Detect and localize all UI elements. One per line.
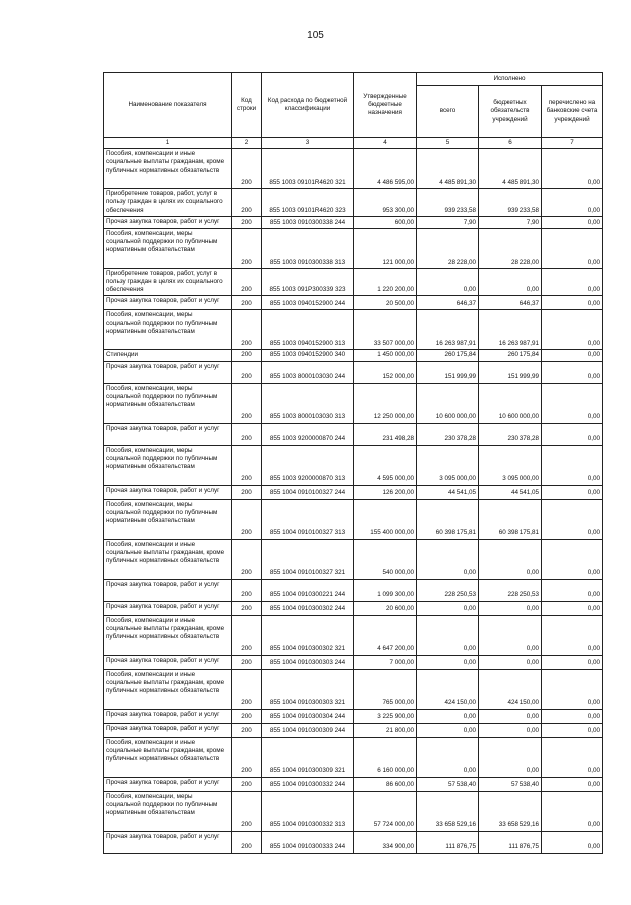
row-bank-transfer: 0,00 xyxy=(542,669,603,709)
row-executed-total: 111 876,75 xyxy=(417,831,479,853)
row-executed-obligations: 3 095 000,00 xyxy=(479,445,542,485)
row-executed-total: 0,00 xyxy=(417,737,479,777)
row-name: Прочая закупка товаров, работ и услуг xyxy=(104,485,232,499)
row-expense-code: 855 1003 9200000870 313 xyxy=(262,445,354,485)
row-bank-transfer: 0,00 xyxy=(542,723,603,737)
row-expense-code: 855 1003 09101R4620 323 xyxy=(262,189,354,217)
row-expense-code: 855 1003 8000103030 244 xyxy=(262,361,354,383)
row-line-code: 200 xyxy=(232,310,262,350)
row-executed-obligations: 0,00 xyxy=(479,709,542,723)
column-number: 3 xyxy=(262,138,354,149)
row-bank-transfer: 0,00 xyxy=(542,831,603,853)
row-bank-transfer: 0,00 xyxy=(542,601,603,615)
row-name: Прочая закупка товаров, работ и услуг xyxy=(104,296,232,310)
row-executed-obligations: 424 150,00 xyxy=(479,669,542,709)
row-approved: 4 486 595,00 xyxy=(354,149,417,189)
row-expense-code: 855 1004 0910300332 244 xyxy=(262,777,354,791)
row-name: Прочая закупка товаров, работ и услуг xyxy=(104,216,232,228)
row-name: Пособия, компенсации и иные социальные выплаты гражданам, кроме публичных нормативных обязательств xyxy=(104,149,232,189)
row-bank-transfer: 0,00 xyxy=(542,615,603,655)
row-approved: 1 450 000,00 xyxy=(354,350,417,361)
row-bank-transfer: 0,00 xyxy=(542,445,603,485)
row-bank-transfer: 0,00 xyxy=(542,296,603,310)
row-line-code: 200 xyxy=(232,350,262,361)
row-executed-obligations: 60 398 175,81 xyxy=(479,499,542,539)
header-line-code: Код строки xyxy=(232,73,262,138)
row-approved: 33 507 000,00 xyxy=(354,310,417,350)
row-name: Пособия, компенсации и иные социальные выплаты гражданам, кроме публичных нормативных обязательств xyxy=(104,737,232,777)
row-executed-obligations: 111 876,75 xyxy=(479,831,542,853)
row-executed-obligations: 0,00 xyxy=(479,268,542,296)
row-expense-code: 855 1004 0910100327 313 xyxy=(262,499,354,539)
table-row xyxy=(104,777,603,791)
row-name: Приобретение товаров, работ, услуг в пользу граждан в целях их социального обеспечения xyxy=(104,268,232,296)
row-name: Приобретение товаров, работ, услуг в пользу граждан в целях их социального обеспечения xyxy=(104,189,232,217)
row-approved: 20 500,00 xyxy=(354,296,417,310)
row-approved: 152 000,00 xyxy=(354,361,417,383)
row-expense-code: 855 1004 0910300303 244 xyxy=(262,655,354,669)
row-line-code: 200 xyxy=(232,149,262,189)
row-executed-obligations: 260 175,84 xyxy=(479,350,542,361)
row-executed-total: 7,90 xyxy=(417,216,479,228)
row-executed-total: 0,00 xyxy=(417,268,479,296)
column-number: 6 xyxy=(479,138,542,149)
row-expense-code: 855 1004 0910300333 244 xyxy=(262,831,354,853)
budget-execution-table xyxy=(103,72,603,854)
row-line-code: 200 xyxy=(232,777,262,791)
row-expense-code: 855 1004 0910300302 321 xyxy=(262,615,354,655)
row-approved: 3 225 900,00 xyxy=(354,709,417,723)
row-expense-code: 855 1004 0910300332 313 xyxy=(262,791,354,831)
row-executed-obligations: 7,90 xyxy=(479,216,542,228)
table-row xyxy=(104,350,603,361)
row-approved: 20 600,00 xyxy=(354,601,417,615)
row-name: Прочая закупка товаров, работ и услуг xyxy=(104,655,232,669)
row-executed-total: 60 398 175,81 xyxy=(417,499,479,539)
row-bank-transfer: 0,00 xyxy=(542,655,603,669)
header-approved: Утвержденные бюджетные назначения xyxy=(354,73,417,138)
row-executed-total: 230 378,28 xyxy=(417,423,479,445)
row-executed-total: 33 658 529,16 xyxy=(417,791,479,831)
row-line-code: 200 xyxy=(232,737,262,777)
row-approved: 600,00 xyxy=(354,216,417,228)
row-bank-transfer: 0,00 xyxy=(542,709,603,723)
header-name: Наименование показателя xyxy=(104,73,232,138)
table-row xyxy=(104,445,603,485)
row-name: Прочая закупка товаров, работ и услуг xyxy=(104,831,232,853)
row-approved: 540 000,00 xyxy=(354,539,417,579)
row-approved: 155 400 000,00 xyxy=(354,499,417,539)
row-executed-obligations: 939 233,58 xyxy=(479,189,542,217)
row-expense-code: 855 1003 0940152900 340 xyxy=(262,350,354,361)
column-number: 1 xyxy=(104,138,232,149)
row-bank-transfer: 0,00 xyxy=(542,310,603,350)
row-approved: 953 300,00 xyxy=(354,189,417,217)
table-row xyxy=(104,296,603,310)
column-number: 7 xyxy=(542,138,603,149)
row-bank-transfer: 0,00 xyxy=(542,423,603,445)
table-row xyxy=(104,723,603,737)
row-executed-total: 0,00 xyxy=(417,709,479,723)
column-numbers-row xyxy=(104,138,603,149)
row-line-code: 200 xyxy=(232,601,262,615)
row-bank-transfer: 0,00 xyxy=(542,777,603,791)
row-approved: 12 250 000,00 xyxy=(354,383,417,423)
header-executed: Исполнено xyxy=(417,73,603,86)
row-approved: 126 200,00 xyxy=(354,485,417,499)
row-name: Прочая закупка товаров, работ и услуг xyxy=(104,361,232,383)
row-executed-total: 28 228,00 xyxy=(417,228,479,268)
row-bank-transfer: 0,00 xyxy=(542,189,603,217)
row-executed-total: 0,00 xyxy=(417,539,479,579)
table-row xyxy=(104,579,603,601)
table-row xyxy=(104,189,603,217)
table-row xyxy=(104,831,603,853)
column-number: 4 xyxy=(354,138,417,149)
table-row xyxy=(104,383,603,423)
row-bank-transfer: 0,00 xyxy=(542,149,603,189)
row-expense-code: 855 1004 0910300302 244 xyxy=(262,601,354,615)
row-executed-obligations: 0,00 xyxy=(479,723,542,737)
row-bank-transfer: 0,00 xyxy=(542,791,603,831)
row-executed-total: 0,00 xyxy=(417,615,479,655)
column-number: 5 xyxy=(417,138,479,149)
row-line-code: 200 xyxy=(232,485,262,499)
row-expense-code: 855 1003 9200000870 244 xyxy=(262,423,354,445)
row-line-code: 200 xyxy=(232,539,262,579)
row-approved: 4 647 200,00 xyxy=(354,615,417,655)
row-name: Пособия, компенсации, меры социальной поддержки по публичным нормативным обязательствам xyxy=(104,228,232,268)
row-executed-obligations: 10 600 000,00 xyxy=(479,383,542,423)
row-line-code: 200 xyxy=(232,499,262,539)
row-bank-transfer: 0,00 xyxy=(542,383,603,423)
row-expense-code: 855 1003 0910300338 313 xyxy=(262,228,354,268)
row-executed-obligations: 33 658 529,16 xyxy=(479,791,542,831)
row-name: Прочая закупка товаров, работ и услуг xyxy=(104,579,232,601)
row-line-code: 200 xyxy=(232,445,262,485)
row-approved: 334 900,00 xyxy=(354,831,417,853)
table-row xyxy=(104,601,603,615)
row-executed-obligations: 0,00 xyxy=(479,601,542,615)
row-bank-transfer: 0,00 xyxy=(542,499,603,539)
row-name: Прочая закупка товаров, работ и услуг xyxy=(104,423,232,445)
row-bank-transfer: 0,00 xyxy=(542,228,603,268)
header-budget-obligations: бюджетных обязательств учреждений xyxy=(479,86,542,138)
row-line-code: 200 xyxy=(232,228,262,268)
row-name: Прочая закупка товаров, работ и услуг xyxy=(104,601,232,615)
row-executed-obligations: 151 999,99 xyxy=(479,361,542,383)
table-row xyxy=(104,539,603,579)
row-executed-obligations: 16 263 987,91 xyxy=(479,310,542,350)
row-expense-code: 855 1004 0910100327 321 xyxy=(262,539,354,579)
row-line-code: 200 xyxy=(232,791,262,831)
row-name: Пособия, компенсации, меры социальной поддержки по публичным нормативным обязательствам xyxy=(104,310,232,350)
row-line-code: 200 xyxy=(232,383,262,423)
row-name: Пособия, компенсации, меры социальной поддержки по публичным нормативным обязательствам xyxy=(104,383,232,423)
row-expense-code: 855 1004 0910300303 321 xyxy=(262,669,354,709)
row-expense-code: 855 1003 8000103030 313 xyxy=(262,383,354,423)
row-line-code: 200 xyxy=(232,423,262,445)
row-bank-transfer: 0,00 xyxy=(542,579,603,601)
row-name: Пособия, компенсации и иные социальные выплаты гражданам, кроме публичных нормативных обязательств xyxy=(104,669,232,709)
row-expense-code: 855 1003 091P300339 323 xyxy=(262,268,354,296)
row-approved: 4 595 000,00 xyxy=(354,445,417,485)
table-row xyxy=(104,615,603,655)
row-executed-obligations: 230 378,28 xyxy=(479,423,542,445)
row-approved: 6 160 000,00 xyxy=(354,737,417,777)
row-executed-total: 3 095 000,00 xyxy=(417,445,479,485)
row-approved: 231 498,28 xyxy=(354,423,417,445)
row-line-code: 200 xyxy=(232,709,262,723)
table-row xyxy=(104,310,603,350)
table-row xyxy=(104,149,603,189)
row-approved: 21 800,00 xyxy=(354,723,417,737)
table-row xyxy=(104,669,603,709)
table-row xyxy=(104,361,603,383)
row-expense-code: 855 1003 0940152900 244 xyxy=(262,296,354,310)
row-executed-obligations: 0,00 xyxy=(479,615,542,655)
row-executed-total: 16 263 987,91 xyxy=(417,310,479,350)
table-row xyxy=(104,709,603,723)
row-name: Прочая закупка товаров, работ и услуг xyxy=(104,777,232,791)
header-total: всего xyxy=(417,86,479,138)
row-approved: 1 220 200,00 xyxy=(354,268,417,296)
row-line-code: 200 xyxy=(232,216,262,228)
row-executed-total: 10 600 000,00 xyxy=(417,383,479,423)
row-approved: 1 099 300,00 xyxy=(354,579,417,601)
header-bank-transfer: перечислено на банковские счета учреждений xyxy=(542,86,603,138)
row-executed-obligations: 28 228,00 xyxy=(479,228,542,268)
header-expense-code: Код расхода по бюджетной классификации xyxy=(262,73,354,138)
row-executed-total: 0,00 xyxy=(417,723,479,737)
row-line-code: 200 xyxy=(232,655,262,669)
row-line-code: 200 xyxy=(232,669,262,709)
row-executed-obligations: 0,00 xyxy=(479,737,542,777)
table-row xyxy=(104,268,603,296)
row-executed-total: 939 233,58 xyxy=(417,189,479,217)
row-expense-code: 855 1003 0910300338 244 xyxy=(262,216,354,228)
row-executed-obligations: 228 250,53 xyxy=(479,579,542,601)
row-bank-transfer: 0,00 xyxy=(542,737,603,777)
column-number: 2 xyxy=(232,138,262,149)
row-executed-obligations: 4 485 891,30 xyxy=(479,149,542,189)
row-line-code: 200 xyxy=(232,268,262,296)
row-name: Прочая закупка товаров, работ и услуг xyxy=(104,709,232,723)
row-executed-obligations: 0,00 xyxy=(479,655,542,669)
row-executed-obligations: 44 541,05 xyxy=(479,485,542,499)
header-row-1 xyxy=(104,73,603,86)
row-bank-transfer: 0,00 xyxy=(542,268,603,296)
table-row xyxy=(104,216,603,228)
page-number: 105 xyxy=(307,30,324,41)
row-expense-code: 855 1004 0910300309 321 xyxy=(262,737,354,777)
row-name: Прочая закупка товаров, работ и услуг xyxy=(104,723,232,737)
row-expense-code: 855 1003 09101R4620 321 xyxy=(262,149,354,189)
row-line-code: 200 xyxy=(232,579,262,601)
row-name: Пособия, компенсации и иные социальные выплаты гражданам, кроме публичных нормативных обязательств xyxy=(104,615,232,655)
row-approved: 765 000,00 xyxy=(354,669,417,709)
row-executed-obligations: 0,00 xyxy=(479,539,542,579)
row-executed-total: 4 485 891,30 xyxy=(417,149,479,189)
row-executed-total: 424 150,00 xyxy=(417,669,479,709)
row-executed-total: 0,00 xyxy=(417,655,479,669)
row-executed-total: 646,37 xyxy=(417,296,479,310)
row-name: Пособия, компенсации, меры социальной поддержки по публичным нормативным обязательствам xyxy=(104,445,232,485)
row-line-code: 200 xyxy=(232,723,262,737)
row-name: Пособия, компенсации, меры социальной поддержки по публичным нормативным обязательствам xyxy=(104,791,232,831)
row-expense-code: 855 1004 0910300304 244 xyxy=(262,709,354,723)
row-expense-code: 855 1004 0910300309 244 xyxy=(262,723,354,737)
row-bank-transfer: 0,00 xyxy=(542,350,603,361)
row-line-code: 200 xyxy=(232,189,262,217)
row-expense-code: 855 1003 0940152900 313 xyxy=(262,310,354,350)
table-row xyxy=(104,423,603,445)
row-bank-transfer: 0,00 xyxy=(542,216,603,228)
table-row xyxy=(104,499,603,539)
row-line-code: 200 xyxy=(232,831,262,853)
row-executed-total: 228 250,53 xyxy=(417,579,479,601)
row-bank-transfer: 0,00 xyxy=(542,485,603,499)
table-row xyxy=(104,791,603,831)
row-expense-code: 855 1004 0910100327 244 xyxy=(262,485,354,499)
table-row xyxy=(104,737,603,777)
row-line-code: 200 xyxy=(232,615,262,655)
row-executed-obligations: 646,37 xyxy=(479,296,542,310)
row-executed-total: 0,00 xyxy=(417,601,479,615)
row-bank-transfer: 0,00 xyxy=(542,539,603,579)
row-approved: 86 600,00 xyxy=(354,777,417,791)
row-executed-total: 57 538,40 xyxy=(417,777,479,791)
row-name: Пособия, компенсации и иные социальные выплаты гражданам, кроме публичных нормативных обязательств xyxy=(104,539,232,579)
row-bank-transfer: 0,00 xyxy=(542,361,603,383)
row-executed-total: 151 999,99 xyxy=(417,361,479,383)
row-name: Стипендии xyxy=(104,350,232,361)
row-executed-total: 260 175,84 xyxy=(417,350,479,361)
table-row xyxy=(104,485,603,499)
row-approved: 57 724 000,00 xyxy=(354,791,417,831)
row-approved: 121 000,00 xyxy=(354,228,417,268)
row-expense-code: 855 1004 0910300221 244 xyxy=(262,579,354,601)
row-approved: 7 000,00 xyxy=(354,655,417,669)
row-name: Пособия, компенсации, меры социальной поддержки по публичным нормативным обязательствам xyxy=(104,499,232,539)
row-line-code: 200 xyxy=(232,361,262,383)
table-row xyxy=(104,655,603,669)
row-executed-obligations: 57 538,40 xyxy=(479,777,542,791)
table-row xyxy=(104,228,603,268)
row-line-code: 200 xyxy=(232,296,262,310)
row-executed-total: 44 541,05 xyxy=(417,485,479,499)
